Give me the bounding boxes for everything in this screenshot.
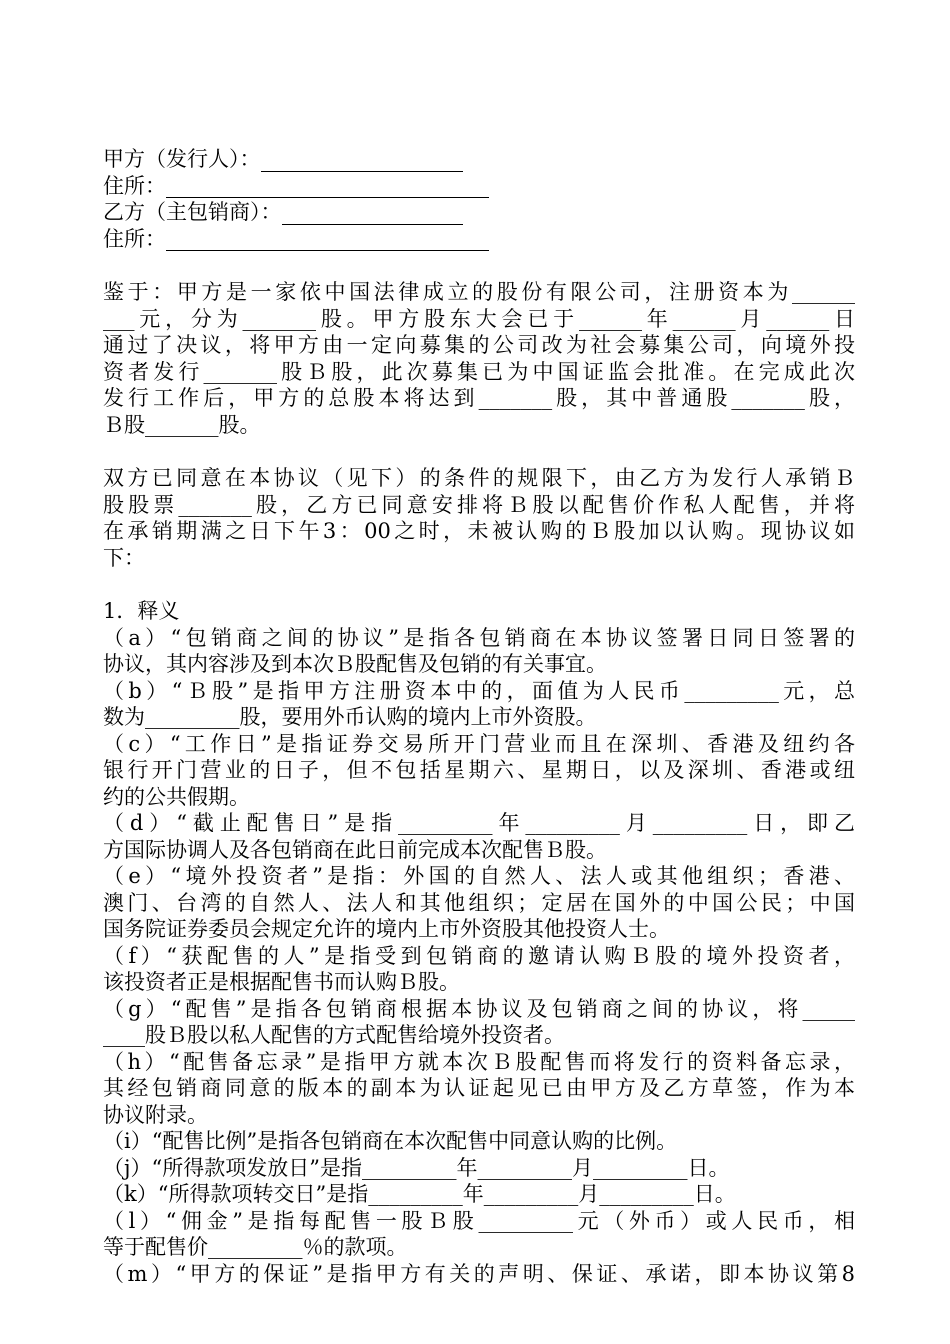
- agreement-line: 股股票_______股，乙方已同意安排将Ｂ股以配售价作私人配售，并将: [103, 492, 855, 517]
- recital-paragraph: [103, 279, 855, 438]
- party-b-address-row: [103, 226, 855, 253]
- definition-line: （j）“所得款项发放日”是指_________年_________月_________日。: [103, 1155, 730, 1180]
- definition-line: 数为_________股，要用外币认购的境内上市外资股。: [103, 705, 597, 729]
- agreement-line: 下：: [103, 545, 145, 570]
- definition-line: （d）“截止配售日”是指_________年_________月_________日，即乙: [103, 811, 855, 835]
- definition-line: （m）“甲方的保证”是指甲方有关的声明、保证、承诺，即本协议第8: [103, 1261, 855, 1286]
- party-b-address-blank: [166, 228, 489, 251]
- recital-line: 资者发行_______股Ｂ股，此次募集已为中国证监会批准。在完成此次: [103, 359, 855, 384]
- recital-line: 鉴于：甲方是一家依中国法律成立的股份有限公司，注册资本为______: [103, 280, 855, 304]
- recital-line: 发行工作后，甲方的总股本将达到_______股，其中普通股_______股，: [103, 386, 855, 410]
- party-a-address-label: 住所：: [103, 173, 166, 198]
- party-b-row: [103, 199, 855, 226]
- definition-line: （b）“Ｂ股”是指甲方注册资本中的，面值为人民币_________元，总: [103, 678, 855, 703]
- agreement-line: 在承销期满之日下午3：00之时，未被认购的Ｂ股加以认购。现协议如: [103, 519, 855, 543]
- definition-line: 等于配售价_________％的款项。: [103, 1235, 408, 1259]
- party-a-row: [103, 146, 855, 173]
- definition-line: 方国际协调人及各包销商在此日前完成本次配售Ｂ股。: [103, 837, 607, 862]
- party-b-blank: [282, 202, 463, 225]
- agreement-line: 双方已同意在本协议（见下）的条件的规限下，由乙方为发行人承销Ｂ: [103, 466, 855, 490]
- party-b-address-label: 住所：: [103, 226, 166, 251]
- definition-line: ____股Ｂ股以私人配售的方式配售给境外投资者。: [103, 1023, 565, 1047]
- recital-line: 通过了决议，将甲方由一定向募集的公司改为社会募集公司，向境外投: [103, 333, 855, 357]
- definition-line: （h）“配售备忘录”是指甲方就本次Ｂ股配售而将发行的资料备忘录，: [103, 1049, 855, 1074]
- definition-line: （e）“境外投资者”是指：外国的自然人、法人或其他组织；香港、: [103, 864, 855, 888]
- definition-line: 该投资者正是根据配售书而认购Ｂ股。: [103, 970, 460, 994]
- agreement-paragraph: [103, 465, 855, 571]
- party-a-label: 甲方（发行人）：: [103, 147, 261, 171]
- definition-line: 协议附录。: [103, 1102, 208, 1127]
- document-page: [103, 146, 855, 1287]
- recital-line: ___元，分为_______股。甲方股东大会已于______年______月______日: [103, 306, 855, 331]
- section-heading: 1．释义: [103, 599, 180, 623]
- party-a-blank: [261, 149, 463, 172]
- definition-line: （c）“工作日”是指证券交易所开门营业而且在深圳、香港及纽约各: [103, 731, 855, 756]
- definition-line: 约的公共假期。: [103, 784, 250, 809]
- definition-line: （a）“包销商之间的协议”是指各包销商在本协议签署日同日签署的: [103, 625, 855, 650]
- definition-line: （k）“所得款项转交日”是指_________年_________月_________日。: [103, 1182, 736, 1206]
- definition-line: （g）“配售”是指各包销商根据本协议及包销商之间的协议，将_____: [103, 996, 855, 1021]
- definition-line: 澳门、台湾的自然人、法人和其他组织；定居在国外的中国公民；中国: [103, 890, 855, 915]
- definition-line: 国务院证券委员会规定允许的境内上市外资股其他投资人士。: [103, 917, 670, 941]
- definition-line: （i）“配售比例”是指各包销商在本次配售中同意认购的比例。: [103, 1129, 678, 1153]
- definition-line: （l）“佣金”是指每配售一股Ｂ股_________元（外币）或人民币，相: [103, 1208, 855, 1233]
- party-a-address-row: [103, 173, 855, 200]
- party-a-address-blank: [166, 175, 489, 198]
- party-b-label: 乙方（主包销商）：: [103, 200, 282, 224]
- definition-line: （f）“获配售的人”是指受到包销商的邀请认购Ｂ股的境外投资者，: [103, 943, 855, 968]
- recital-line: Ｂ股_______股。: [103, 412, 261, 437]
- definition-line: 协议，其内容涉及到本次Ｂ股配售及包销的有关事宜。: [103, 652, 607, 676]
- definitions-section: [103, 598, 855, 1287]
- definition-line: 银行开门营业的日子，但不包括星期六、星期日，以及深圳、香港或纽: [103, 758, 855, 782]
- definition-line: 其经包销商同意的版本的副本为认证起见已由甲方及乙方草签，作为本: [103, 1076, 855, 1100]
